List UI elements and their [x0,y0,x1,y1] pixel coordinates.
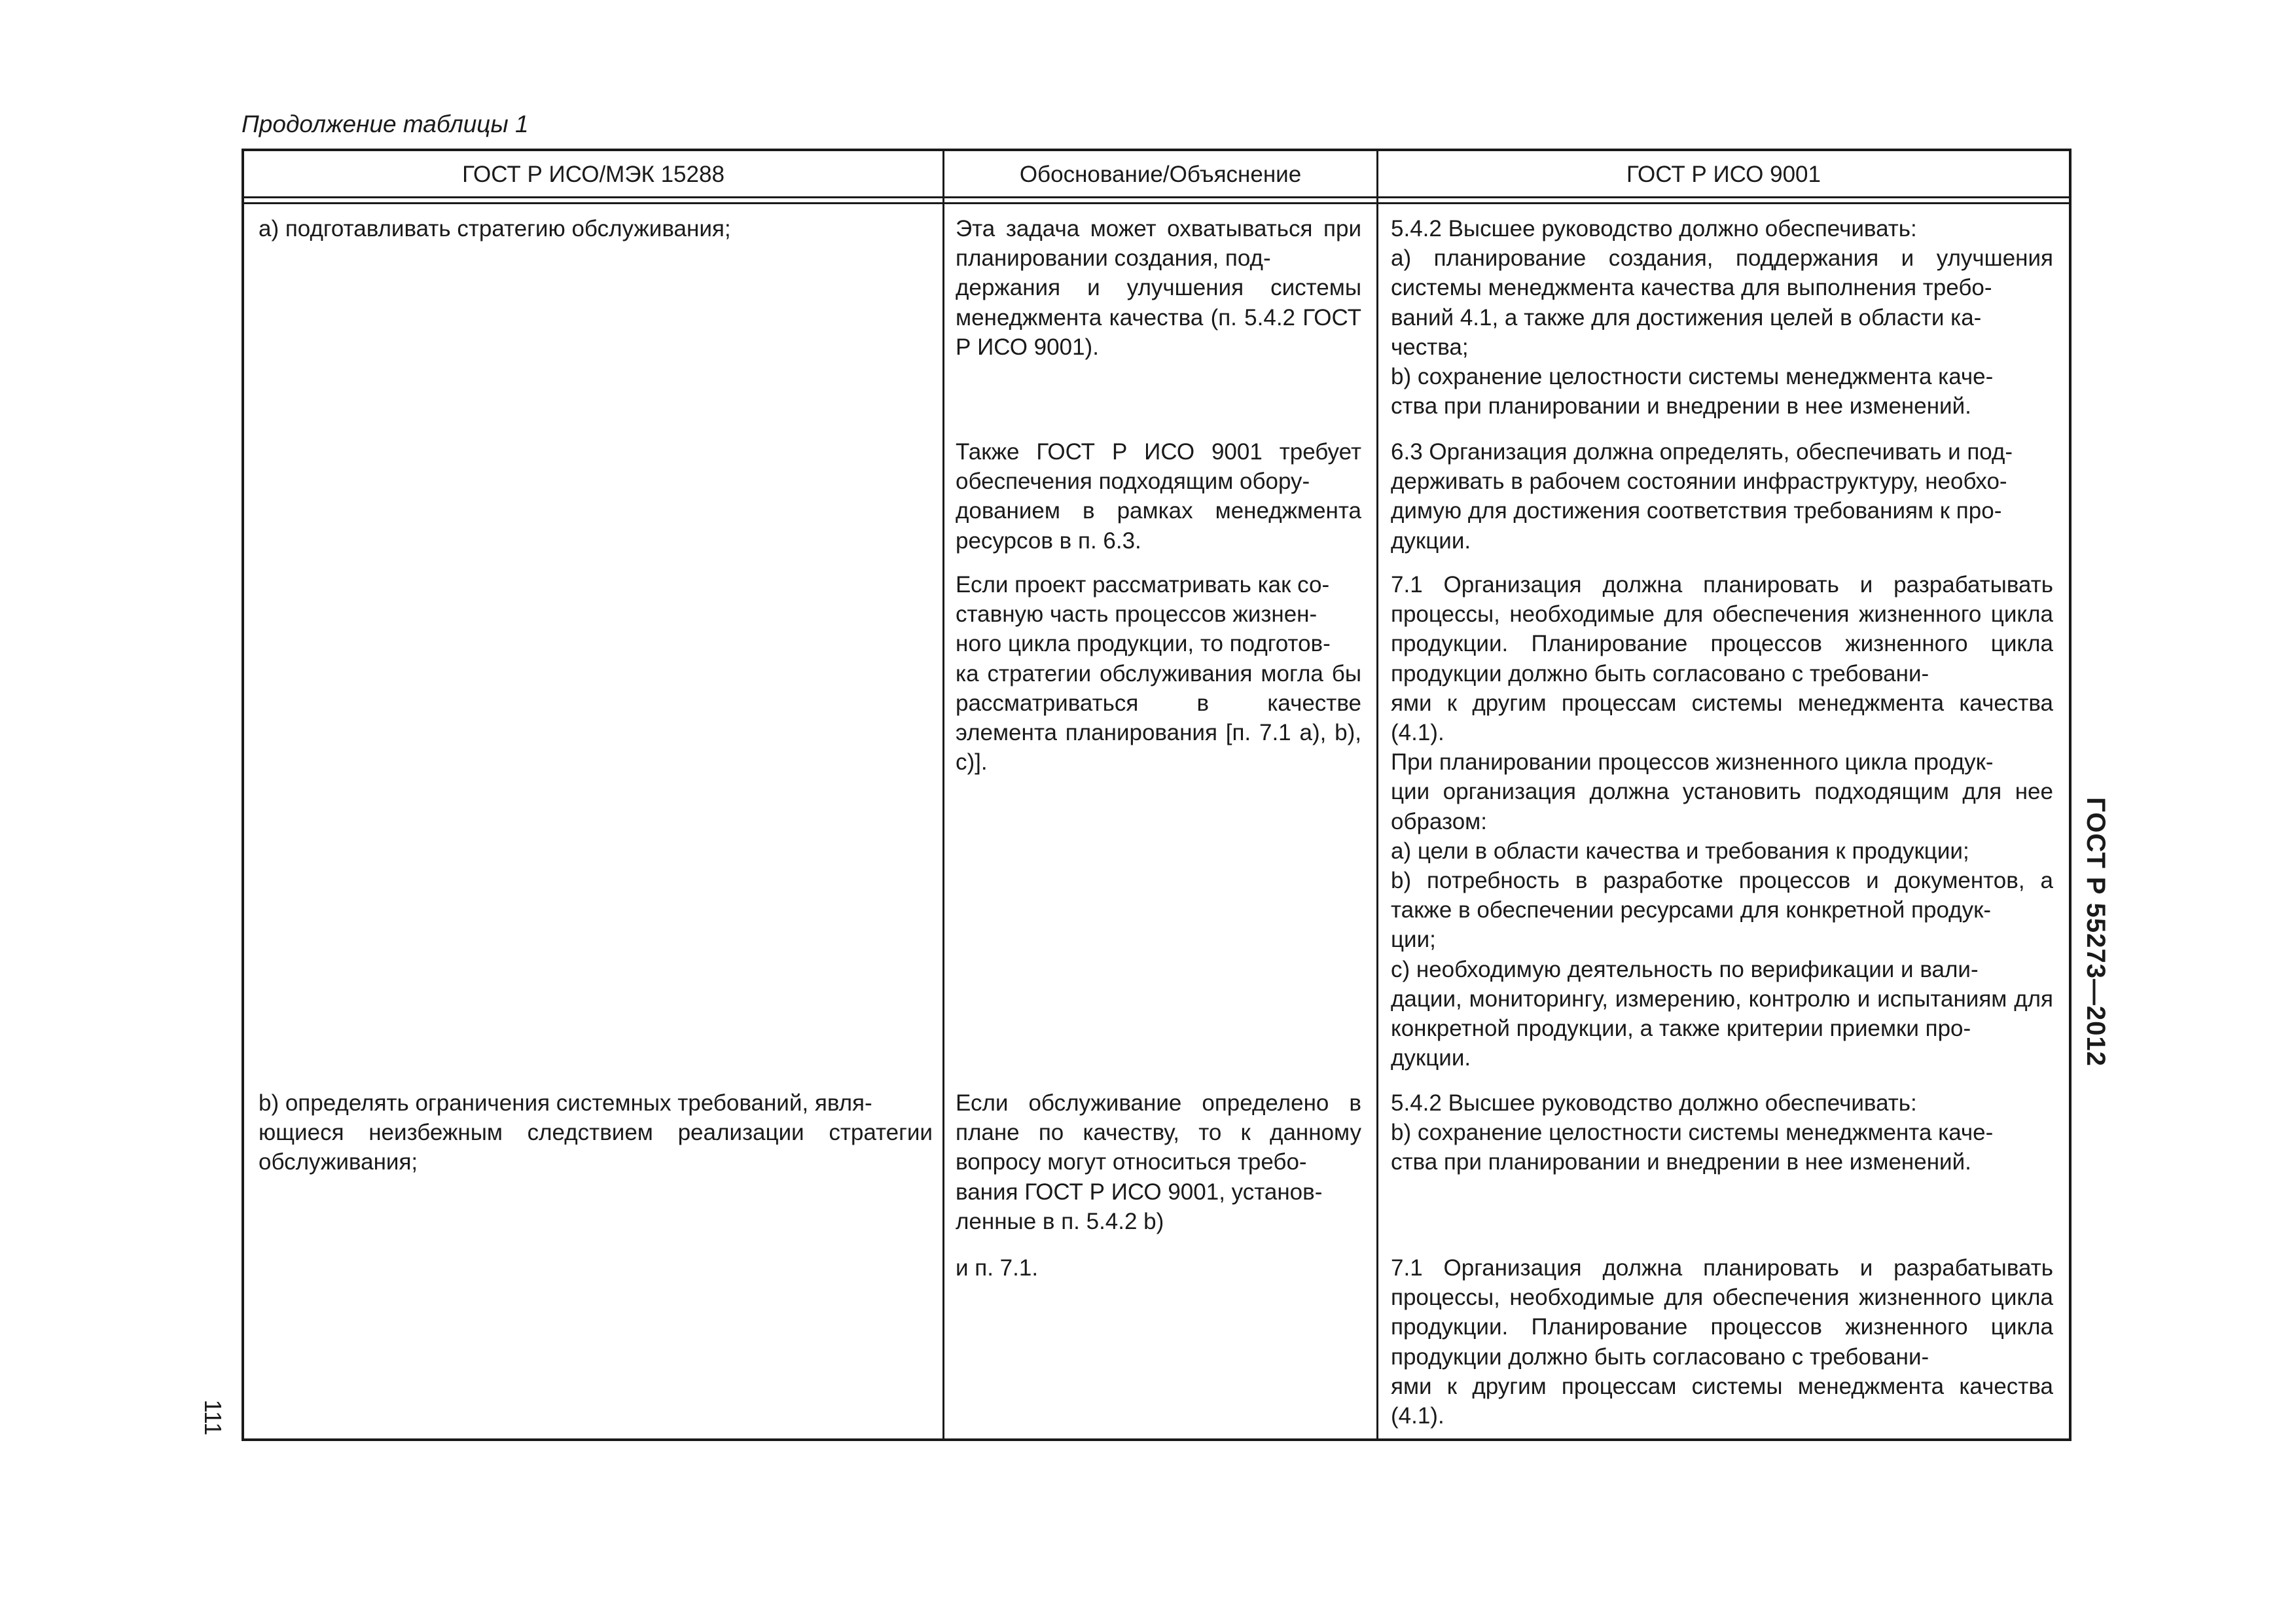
row-a-justification-2: Также ГОСТ Р ИСО 9001 требует обеспечения подходящим обору- дованием в рамках менеджмента ресурсов в п. 6.3. [956,439,1361,554]
row-b-gost9001-2: 7.1 Организация должна планировать и разрабатывать процессы, необходимые для обеспечения жизненного цикла продукции. Планирование процессов жизненного цикла продукции должно быть согласовано с требовани- ями к другим процессам системы менеджмента качества (4.1). [1391,1255,2053,1429]
row-b-justification-2: и п. 7.1. [956,1255,1039,1281]
row-a-gost9001-2: 6.3 Организация должна определять, обеспечивать и под- держивать в рабочем состоянии инфраструктуру, необхо- димую для достижения соответствия требованиям к про- дукции. [1391,439,2013,554]
page-number: 111 [200,1399,226,1436]
header-gost-15288: ГОСТ Р ИСО/МЭК 15288 [462,162,725,187]
column-divider-1 [942,151,944,1438]
row-b-gost9001-1: 5.4.2 Высшее руководство должно обеспечивать: b) сохранение целостности системы менеджмента каче- ства при планировании и внедрении в нее изменений. [1391,1090,1994,1175]
row-b-justification-1: Если обслуживание определено в плане по качеству, то к данному вопросу могут относиться требо- вания ГОСТ Р ИСО 9001, установ- ленные в п. 5.4.2 b) [956,1090,1361,1234]
row-a-gost9001-3: 7.1 Организация должна планировать и разрабатывать процессы, необходимые для обеспечения жизненного цикла продукции. Планирование процессов жизненного цикла продукции должно быть согласовано с требовани- ями к другим процессам системы менеджмента качества (4.1). При планировании процессов жизненного цикла продук- ции организация должна установить подходящим для нее образом: а) цели в области качества и требования к продукции; b) потребность в разработке процессов и документов, а также в обеспечении ресурсами для конкретной продук- ции; c) необходимую деятельность по верификации и вали- дации, мониторингу, измерению, контролю и испытаниям для конкретной продукции, а также критерии приемки про- дукции. [1391,572,2053,1071]
row-a-justification-1: Эта задача может охватываться при планировании создания, под- держания и улучшения системы менеджмента качества (п. 5.4.2 ГОСТ Р ИСО 9001). [956,216,1361,360]
row-a-gost9001-1: 5.4.2 Высшее руководство должно обеспечивать: а) планирование создания, поддержания и улучшения системы менеджмента качества для выполнения требо- ваний 4.1, а также для достижения целей в области ка- чества; b) сохранение целостности системы менеджмента каче- ства при планировании и внедрении в нее изменений. [1391,216,2053,419]
table-caption: Продолжение таблицы 1 [242,111,529,137]
row-a-requirement: а) подготавливать стратегию обслуживания; [259,216,731,241]
header-gost-9001: ГОСТ Р ИСО 9001 [1626,162,1821,187]
column-divider-2 [1376,151,1378,1438]
header-justification: Обоснование/Объяснение [1019,162,1302,187]
row-a-justification-3: Если проект рассматривать как со- ставную часть процессов жизнен- ного цикла продукции, то подготов- ка стратегии обслуживания могла бы рассматриваться в качестве элемента планирования [п. 7.1 а), b), c)]. [956,572,1361,776]
document-side-title: ГОСТ Р 55273—2012 [2081,797,2110,1067]
row-b-requirement: b) определять ограничения системных требований, явля- ющиеся неизбежным следствием реализации стратегии обслуживания; [259,1090,933,1175]
header-rule-2 [244,202,2069,204]
comparison-table [242,149,2072,1441]
